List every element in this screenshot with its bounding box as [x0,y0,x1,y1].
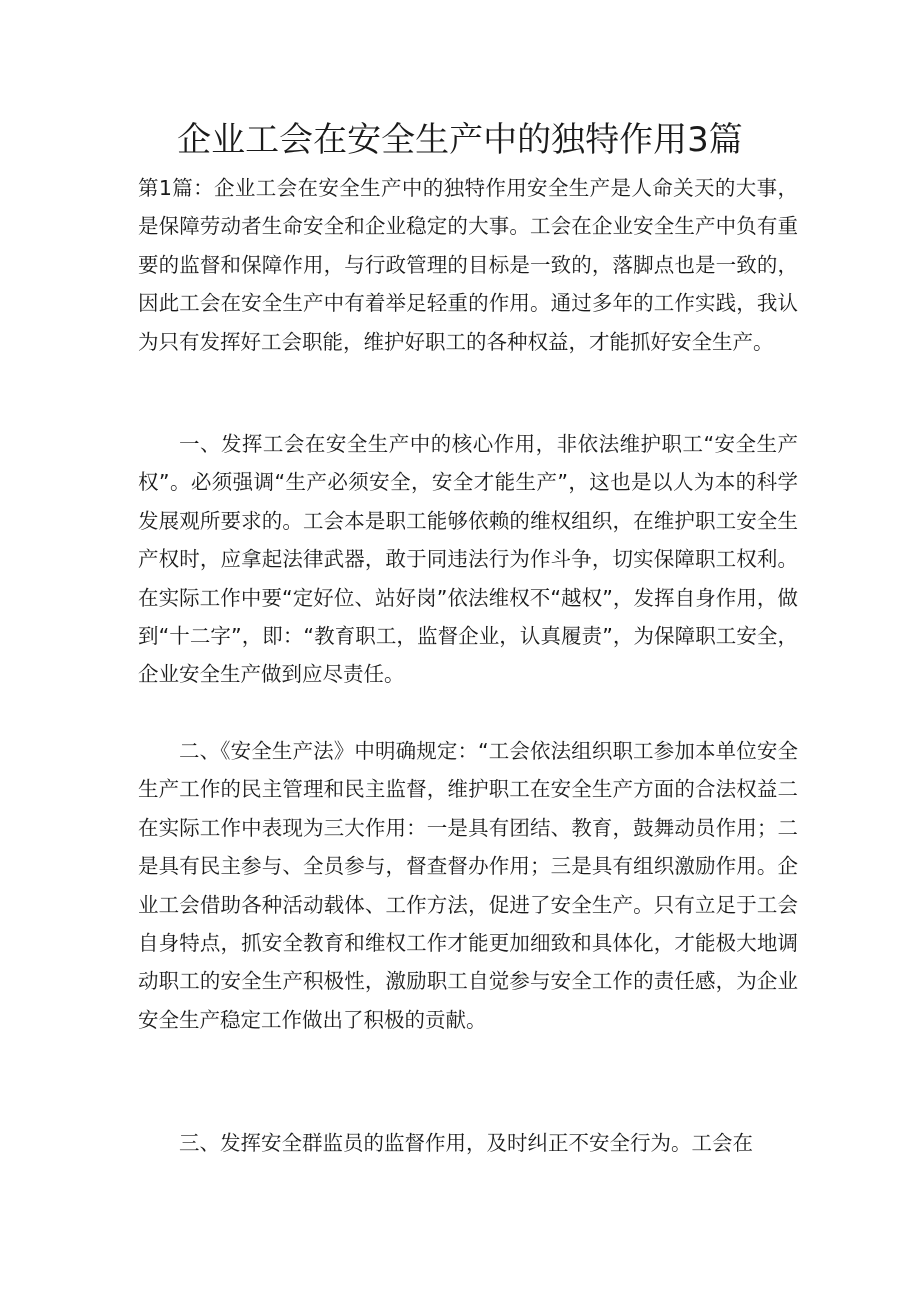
paragraph-text: 二、《安全生产法》中明确规定：“工会依法组织职工参加本单位安全生产工作的民主管理和民主监督，维护职工在安全生产方面的合法权益二在实际工作中表现为三大作用：一是具有团结、教育，鼓舞动员作用；二是具有民主参与、全员参与，督查督办作用；三是具有组织激励作用。企业工会借助各种活动载体、工作方法，促进了安全生产。只有立足于工会自身特点，抓安全教育和维权工作才能更加细致和具体化，才能极大地调动职工的安全生产积极性，激励职工自觉参与安全工作的责任感，为企业安全生产稳定工作做出了积极的贡献。 [138,739,798,1032]
paragraph-text: 三、发挥安全群监员的监督作用，及时纠正不安全行为。工会在 [179,1131,753,1155]
document-title: 企业工会在安全生产中的独特作用3篇 [177,120,743,160]
paragraph-text: 第1篇：企业工会在安全生产中的独特作用安全生产是人命关天的大事，是保障劳动者生命安全和企业稳定的大事。工会在企业安全生产中负有重要的监督和保障作用，与行政管理的目标是一致的，落脚点也是一致的，因此工会在安全生产中有着举足轻重的作用。通过多年的工作实践，我认为只有发挥好工会职能，维护好职工的各种权益，才能抓好安全生产。 [138,176,798,354]
paragraph-text: 一、发挥工会在安全生产中的核心作用，非依法维护职工“安全生产权”。必须强调“生产必须安全，安全才能生产”，这也是以人为本的科学发展观所要求的。工会本是职工能够依赖的维权组织，在维护职工安全生产权时，应拿起法律武器，敢于同违法行为作斗争，切实保障职工权利。在实际工作中要“定好位、站好岗”依法维权不“越权”，发挥自身作用，做到“十二字”，即：“教育职工，监督企业，认真履责”，为保障职工安全，企业安全生产做到应尽责任。 [138,432,798,687]
paragraph-section-one [138,425,798,694]
paragraph-section-three [138,1124,798,1162]
paragraph-section-two [138,732,798,1039]
paragraph-intro [138,169,798,361]
